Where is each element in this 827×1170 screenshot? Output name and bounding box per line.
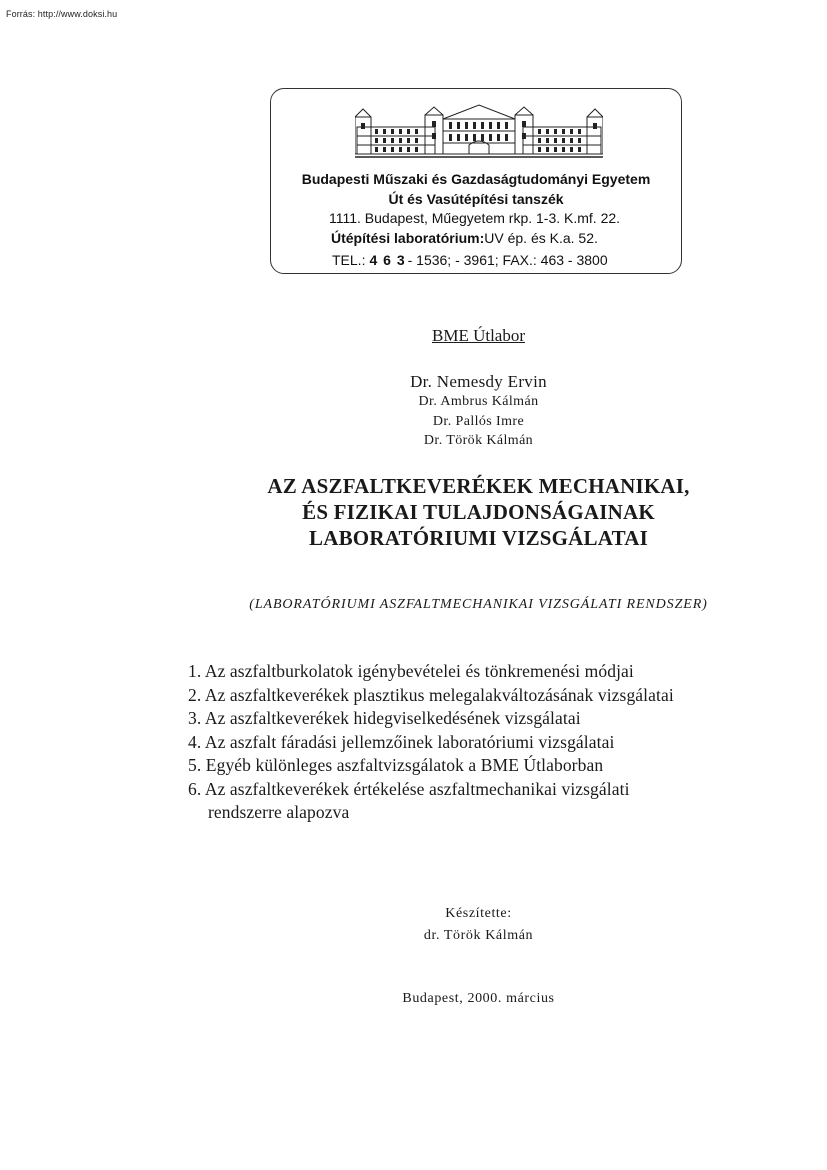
tel-prefix: 4 6 3 — [369, 252, 406, 268]
co-author: Dr. Pallós Imre — [432, 414, 525, 429]
university-building-logo — [355, 103, 603, 159]
lab-name: BME Útlabor — [431, 326, 526, 345]
place-and-date: Budapest, 2000. március — [402, 991, 555, 1006]
lab-label: Útépítési laboratórium: — [331, 230, 485, 246]
toc-item-continuation: rendszerre alapozva — [208, 802, 350, 822]
prepared-by: dr. Török Kálmán — [423, 928, 534, 943]
university-letterhead — [270, 88, 682, 274]
prepared-label: Készítette: — [445, 906, 512, 921]
lab-location: UV ép. és K.a. 52. — [484, 230, 598, 246]
document-title-line: LABORATÓRIUMI VIZSGÁLATAI — [309, 526, 648, 550]
university-name: Budapesti Műszaki és Gazdaságtudományi Egyetem — [301, 171, 651, 187]
toc-item: 4. Az aszfalt fáradási jellemzőinek laboratóriumi vizsgálatai — [188, 731, 615, 752]
lab-info — [331, 230, 598, 246]
document-title-line: AZ ASZFALTKEVERÉKEK MECHANIKAI, — [267, 474, 690, 498]
toc-item: 1. Az aszfaltburkolatok igénybevételei és tönkremenési módjai — [188, 661, 634, 681]
co-author: Dr. Török Kálmán — [423, 433, 534, 448]
toc-item: 2. Az aszfaltkeverékek plasztikus melegalakváltozásának vizsgálatai — [188, 684, 674, 705]
document-title-line: ÉS FIZIKAI TULAJDONSÁGAINAK — [302, 500, 655, 524]
telephone-info — [332, 252, 608, 268]
toc-item: 5. Egyéb különleges aszfaltvizsgálatok a BME Útlaborban — [188, 755, 604, 775]
document-subtitle: (LABORATÓRIUMI ASZFALTMECHANIKAI VIZSGÁLATI RENDSZER) — [249, 597, 708, 612]
tel-label: TEL.: — [332, 252, 366, 268]
department-name: Út és Vasútépítési tanszék — [388, 191, 564, 207]
co-author: Dr. Ambrus Kálmán — [418, 394, 539, 409]
table-of-contents — [188, 660, 674, 825]
toc-item: 6. Az aszfaltkeverékek értékelése aszfaltmechanikai vizsgálati — [188, 778, 630, 799]
tel-numbers: - 1536; - 3961; FAX.: 463 - 3800 — [407, 252, 608, 268]
main-author: Dr. Nemesdy Ervin — [410, 372, 547, 391]
source-note: Forrás: http://www.doksi.hu — [6, 9, 118, 19]
address: 1111. Budapest, Műegyetem rkp. 1-3. K.mf. 22. — [329, 210, 621, 226]
toc-item: 3. Az aszfaltkeverékek hidegviselkedésének vizsgálatai — [188, 708, 581, 728]
